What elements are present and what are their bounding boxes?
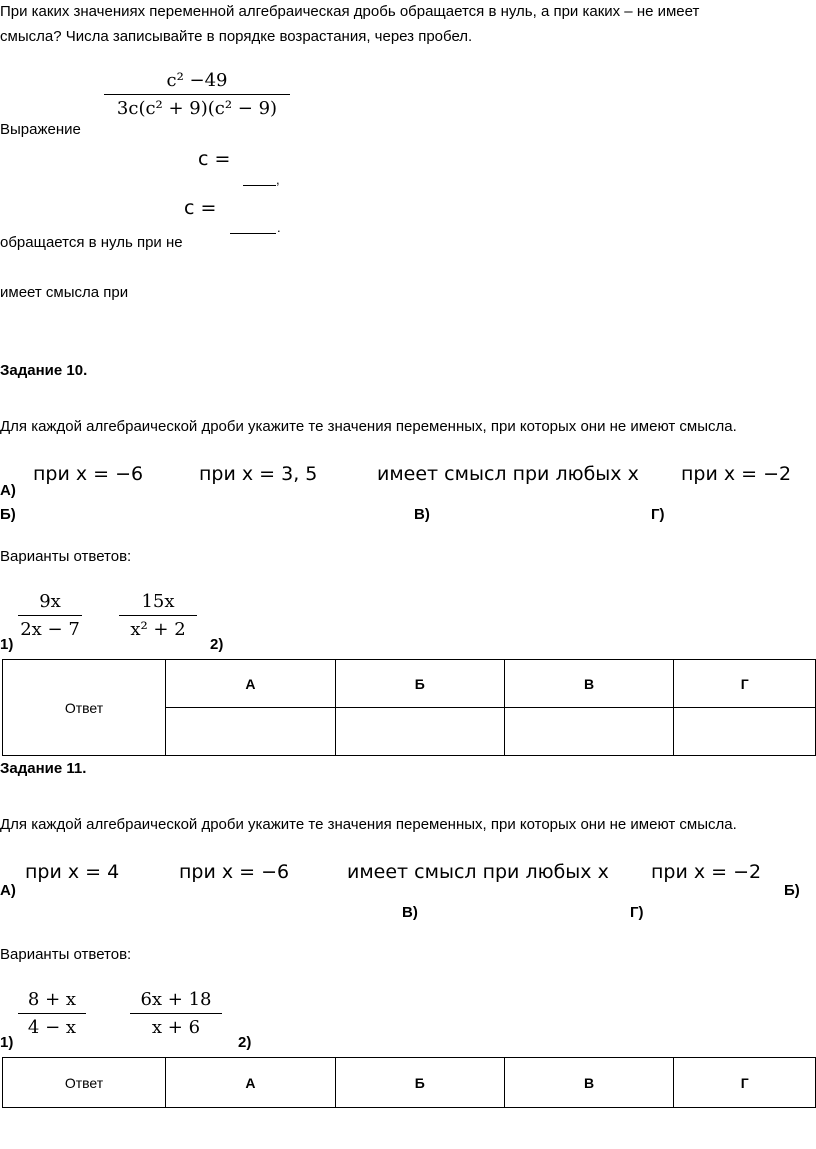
task10-title: Задание 10. (0, 362, 88, 379)
intro-fraction-numerator: c² −49 (166, 70, 228, 91)
c-equals-1: c = (198, 148, 231, 170)
task10-label-a: А) (0, 482, 16, 499)
task10-fraction-2-label: 2) (210, 636, 224, 653)
answer-cell-v[interactable] (504, 708, 674, 756)
task11-title: Задание 11. (0, 760, 87, 777)
header-a: А (166, 1058, 336, 1108)
zero-text: обращается в нуль при не (0, 234, 183, 251)
answer-cell-a[interactable] (166, 708, 336, 756)
task11-fraction-1-numerator: 8 + x (27, 989, 77, 1010)
task10-label-c: В) (414, 506, 430, 523)
task10-prompt: Для каждой алгебраической дроби укажите те значения переменных, при которых они не имеют смысла. (0, 418, 737, 435)
intro-line-2: смысла? Числа записывайте в порядке возрастания, через пробел. (0, 28, 473, 45)
task11-fraction-2-label: 2) (238, 1034, 252, 1051)
task11-option-b: при x = −6 (179, 861, 290, 883)
fraction-bar (18, 1013, 86, 1014)
task11-label-a: А) (0, 882, 16, 899)
meaning-text: имеет смысла при (0, 284, 129, 301)
task10-fraction-2 (119, 591, 197, 640)
answer-cell-g[interactable] (674, 708, 816, 756)
answer-label-cell: Ответ (3, 1058, 166, 1108)
task10-fraction-1 (18, 591, 82, 640)
header-a: А (166, 660, 336, 708)
task11-fraction-1 (18, 989, 86, 1038)
header-b: Б (335, 1058, 504, 1108)
task11-fraction-2-numerator: 6x + 18 (140, 989, 212, 1010)
fraction-bar (18, 615, 82, 616)
task10-option-b: при x = 3, 5 (199, 463, 318, 485)
task10-fraction-1-denominator: 2x − 7 (20, 619, 80, 640)
task11-label-d: Г) (630, 904, 644, 921)
task10-option-d: при x = −2 (681, 463, 792, 485)
header-b: Б (335, 660, 504, 708)
task11-option-a: при x = 4 (25, 861, 120, 883)
task11-label-b: Б) (784, 882, 800, 899)
task11-fraction-2 (130, 989, 222, 1038)
comma: , (276, 172, 280, 187)
answer-blank-2[interactable] (230, 233, 276, 234)
task11-label-c: В) (402, 904, 418, 921)
task10-option-a: при x = −6 (33, 463, 144, 485)
header-g: Г (674, 660, 816, 708)
answer-label-cell: Ответ (3, 660, 166, 756)
task10-label-d: Г) (651, 506, 665, 523)
header-v: В (504, 1058, 674, 1108)
task11-variants-label: Варианты ответов: (0, 946, 132, 963)
answer-blank-1[interactable] (243, 185, 276, 186)
expression-label: Выражение (0, 121, 81, 138)
task11-fraction-1-label: 1) (0, 1034, 14, 1051)
task10-variants-label: Варианты ответов: (0, 548, 132, 565)
answer-cell-b[interactable] (335, 708, 504, 756)
task11-prompt: Для каждой алгебраической дроби укажите те значения переменных, при которых они не имеют смысла. (0, 816, 737, 833)
task10-fraction-1-numerator: 9x (39, 591, 61, 612)
fraction-bar (130, 1013, 222, 1014)
fraction-bar (104, 94, 290, 95)
task10-fraction-1-label: 1) (0, 636, 14, 653)
task10-answer-table (2, 659, 816, 756)
task11-answer-table (2, 1057, 816, 1108)
task11-fraction-1-denominator: 4 − x (27, 1017, 77, 1038)
task10-fraction-2-denominator: x² + 2 (130, 619, 186, 640)
task10-label-b: Б) (0, 506, 16, 523)
task11-fraction-2-denominator: x + 6 (151, 1017, 201, 1038)
fraction-bar (119, 615, 197, 616)
intro-fraction (104, 70, 290, 119)
header-v: В (504, 660, 674, 708)
task11-option-d: при x = −2 (651, 861, 762, 883)
c-equals-2: c = (184, 197, 217, 219)
task10-option-c: имеет смысл при любых x (377, 463, 639, 485)
task10-fraction-2-numerator: 15x (141, 591, 175, 612)
intro-fraction-denominator: 3c(c² + 9)(c² − 9) (116, 98, 278, 119)
period: . (277, 220, 281, 235)
header-g: Г (674, 1058, 816, 1108)
intro-line-1: При каких значениях переменной алгебраическая дробь обращается в нуль, а при каких – не имеет (0, 3, 700, 20)
task11-option-c: имеет смысл при любых x (347, 861, 609, 883)
